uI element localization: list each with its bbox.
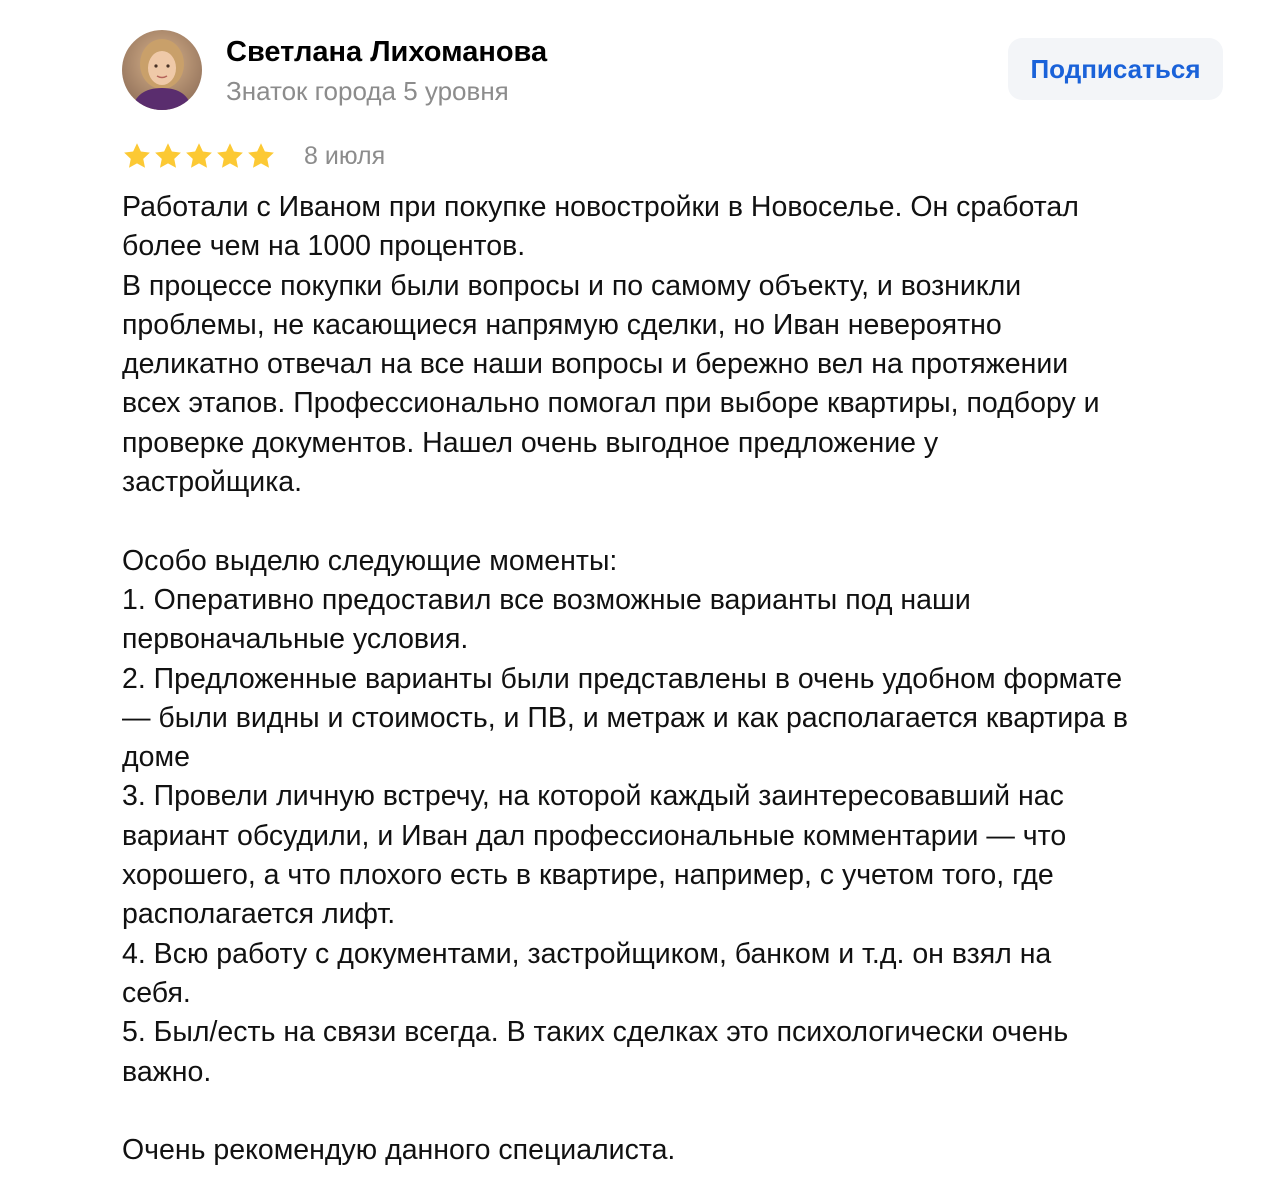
- review-text: [122, 188, 1232, 1170]
- star-rating: [122, 138, 276, 174]
- text-line: Очень рекомендую данного специалиста.: [122, 1134, 676, 1167]
- star-icon: [215, 141, 245, 171]
- author-level: Знаток города 5 уровня: [226, 76, 509, 106]
- text-line: хорошего, а что плохого есть в квартире, например, с учетом того, где: [122, 859, 1054, 892]
- paragraph-gap: [122, 1092, 1232, 1131]
- text-line: деликатно отвечал на все наши вопросы и бережно вел на протяжении: [122, 348, 1069, 381]
- text-line: доме: [122, 741, 190, 774]
- text-line: себя.: [122, 976, 191, 1009]
- paragraph-gap: [122, 502, 1232, 541]
- subscribe-button[interactable]: Подписаться: [1008, 38, 1223, 100]
- text-line: — были видны и стоимость, и ПВ, и метраж и как располагается квартира в: [122, 701, 1129, 734]
- user-photo-avatar-icon: [122, 30, 202, 110]
- text-line: 2. Предложенные варианты были представлены в очень удобном формате: [122, 662, 1123, 695]
- text-line: Особо выделю следующие моменты:: [122, 544, 618, 577]
- text-line: более чем на 1000 процентов.: [122, 230, 526, 263]
- star-icon: [153, 141, 183, 171]
- text-line: 1. Оперативно предоставил все возможные варианты под наши: [122, 583, 971, 616]
- star-icon: [246, 141, 276, 171]
- star-icon: [184, 141, 214, 171]
- text-line: проверке документов. Нашел очень выгодное предложение у: [122, 426, 939, 459]
- text-line: вариант обсудили, и Иван дал профессиональные комментарии — что: [122, 819, 1067, 852]
- text-line: важно.: [122, 1055, 212, 1088]
- star-icon: [122, 141, 152, 171]
- text-line: всех этапов. Профессионально помогал при выборе квартиры, подбору и: [122, 387, 1100, 420]
- review-date: 8 июля: [304, 142, 386, 170]
- text-line: 4. Всю работу с документами, застройщиком, банком и т.д. он взял на: [122, 937, 1052, 970]
- text-line: первоначальные условия.: [122, 623, 469, 656]
- text-line: Работали с Иваном при покупке новостройки в Новоселье. Он сработал: [122, 191, 1079, 223]
- text-line: проблемы, не касающиеся напрямую сделки, но Иван невероятно: [122, 308, 1002, 341]
- author-name[interactable]: Светлана Лихоманова: [226, 36, 548, 68]
- text-line: располагается лифт.: [122, 898, 396, 931]
- text-line: 5. Был/есть на связи всегда. В таких сделках это психологически очень: [122, 1016, 1069, 1049]
- text-line: застройщика.: [122, 466, 303, 499]
- stars-container: [122, 141, 276, 171]
- avatar[interactable]: [122, 30, 202, 110]
- text-line: 3. Провели личную встречу, на которой каждый заинтересовавший нас: [122, 780, 1064, 813]
- text-line: В процессе покупки были вопросы и по самому объекту, и возникли: [122, 269, 1022, 302]
